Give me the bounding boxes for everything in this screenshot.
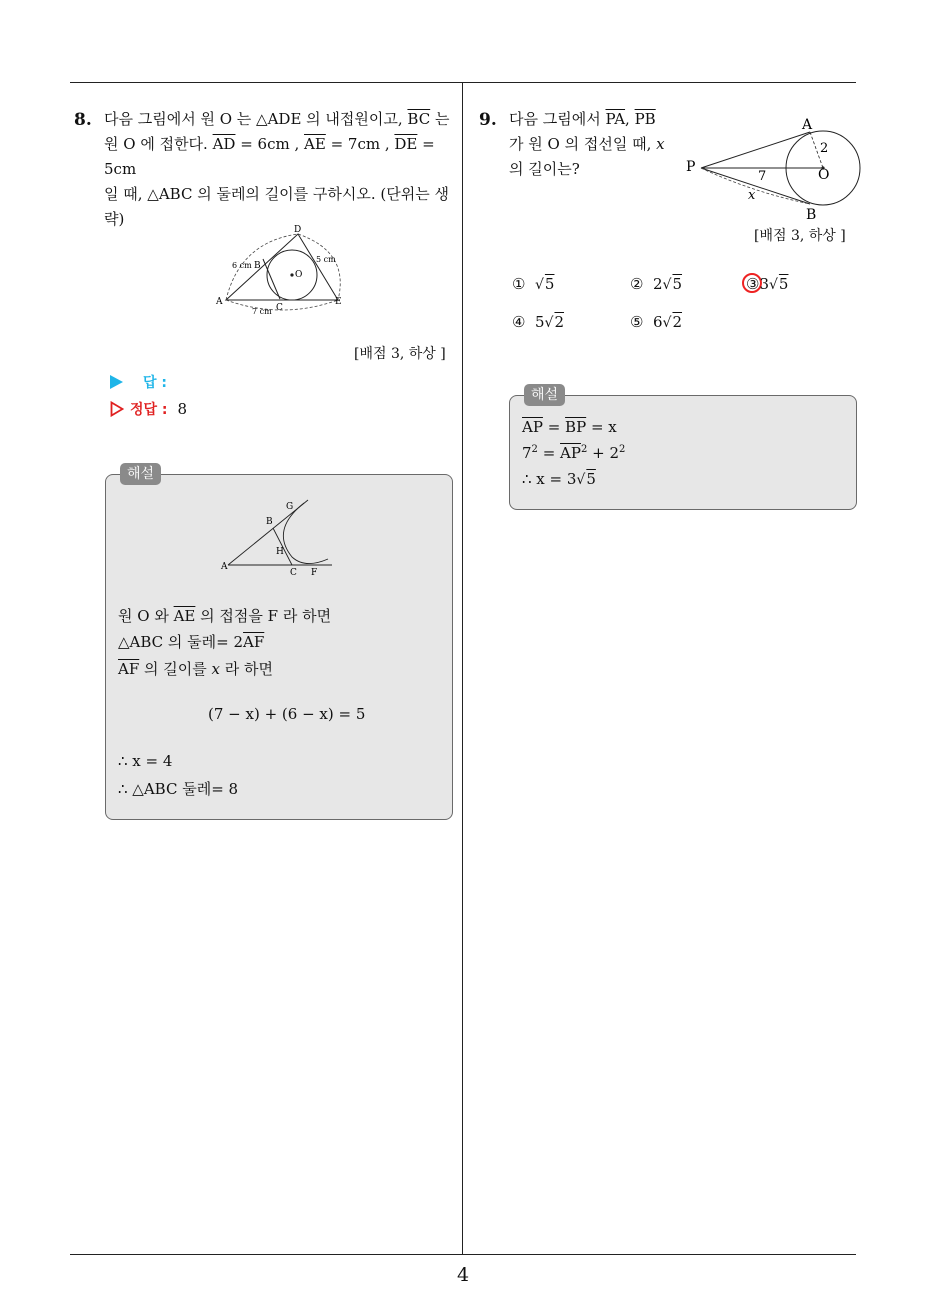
- q8-sol-line3: $\overline{AF}$ 의 길이를 x 라 하면: [118, 660, 273, 678]
- q8-correct-row: [110, 399, 187, 419]
- q9-sol-line1: $\overline{AP} = \overline{BP} = x$: [522, 418, 617, 436]
- q9-label-x: x: [748, 188, 756, 203]
- sol-label-H: H: [276, 547, 284, 557]
- q8-sol-equation: (7 − x) + (6 − x) = 5: [208, 705, 366, 723]
- q9-label-O: O: [818, 167, 830, 183]
- label-ae-length: 7 cm: [252, 307, 272, 316]
- q9-solution-tag: 해설: [524, 384, 565, 406]
- q9-label-P: P: [686, 159, 696, 175]
- choice-3[interactable]: ③3√5: [746, 275, 789, 293]
- label-B: B: [254, 261, 261, 271]
- choice-1[interactable]: ① √5: [512, 275, 555, 293]
- q9-label-A: A: [802, 117, 813, 133]
- bottom-rule: [70, 1254, 856, 1255]
- q9-number: 9.: [479, 110, 497, 130]
- q8-number: 8.: [74, 110, 92, 130]
- choice-2[interactable]: ② 2√5: [630, 275, 683, 293]
- q8-score: [배점 3, 하상 ]: [354, 346, 446, 362]
- q8-sol-line1: 원 O 와 $\overline{AE}$ 의 접점을 F 라 하면: [118, 607, 332, 625]
- choice-4[interactable]: ④ 5√2: [512, 313, 565, 331]
- q9-label-po: 7: [758, 169, 767, 184]
- q8-solution-box: [105, 466, 453, 820]
- q8-answer-row: [110, 372, 167, 392]
- label-A: A: [216, 297, 223, 307]
- q9-solution-box: [509, 387, 857, 510]
- q9-score: [배점 3, 하상 ]: [754, 228, 846, 244]
- sol-label-G: G: [286, 502, 294, 512]
- q8-sol-conclusion2: ∴ △ABC 둘레= 8: [118, 780, 239, 798]
- answer-triangle-icon: [110, 375, 123, 389]
- answer-label: 답 :: [143, 375, 167, 391]
- label-E: E: [335, 297, 342, 307]
- q8-sol-conclusion1: ∴ x = 4: [118, 752, 173, 770]
- label-D: D: [294, 225, 302, 235]
- q8-triangle-figure: [210, 222, 360, 317]
- top-rule: [70, 82, 856, 83]
- q8-sol-line2: △ABC 의 둘레= $2\overline{AF}$: [118, 633, 265, 651]
- q8-question-text: 다음 그림에서 원 O 는 △ADE 의 내접원이고, $\overline{BC}$ 는 원 O 에 접한다. $\overline{AD} = 6cm$ , $\overline{AE} = 7cm$ , $\overline{DE} = 5cm$ 일 때, △ABC 의 둘레의 길이를 구하시오. (단위는 생 략): [104, 110, 450, 228]
- label-O: O: [295, 270, 303, 280]
- choice-5[interactable]: ⑤ 6√2: [630, 313, 683, 331]
- page-number: 4: [456, 1264, 470, 1286]
- label-de-length: 5 cm: [316, 255, 336, 264]
- q9-label-B: B: [806, 207, 817, 223]
- sol-label-F: F: [311, 568, 318, 577]
- sol-label-A: A: [221, 562, 228, 572]
- q9-sol-line3: ∴ x = 3√5: [522, 470, 596, 488]
- sol-label-C: C: [290, 568, 297, 577]
- q9-tangent-figure: [682, 114, 862, 224]
- q9-sol-line2: $7^2 = \overline{AP}^2 + 2^2$: [522, 444, 626, 462]
- sol-label-B: B: [266, 517, 273, 527]
- label-ad-length: 6 cm: [232, 261, 252, 270]
- column-divider: [462, 83, 463, 1254]
- q9-label-radius: 2: [820, 141, 829, 156]
- correct-triangle-icon: [110, 401, 124, 417]
- correct-value: 8: [177, 400, 188, 418]
- correct-label: 정답 :: [130, 402, 168, 418]
- q9-question-text: 다음 그림에서 $\overline{PA}$, $\overline{PB}$ 가 원 O 의 접선일 때, x 의 길이는?: [509, 110, 665, 178]
- label-C: C: [276, 303, 283, 313]
- q8-solution-figure: [220, 495, 340, 577]
- q8-solution-tag: 해설: [120, 463, 161, 485]
